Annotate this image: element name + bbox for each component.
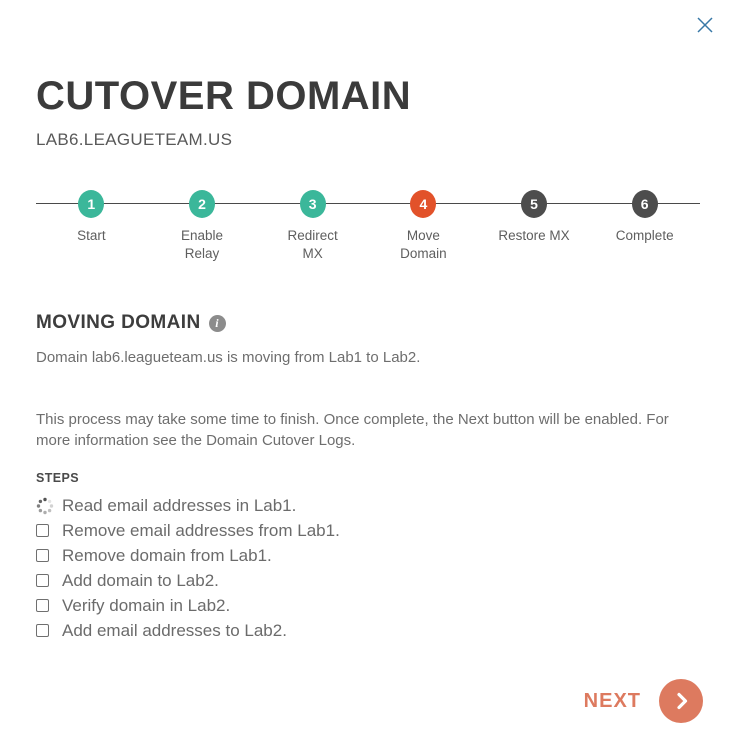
step-label: Redirect MX	[287, 228, 338, 261]
section-heading-text: MOVING DOMAIN	[36, 312, 201, 333]
task-text: Remove email addresses from Lab1.	[62, 520, 340, 540]
step-label: Start	[77, 228, 106, 243]
task-text: Add domain to Lab2.	[62, 570, 219, 590]
checkbox-icon	[36, 524, 49, 537]
section-heading	[36, 312, 700, 334]
task-text: Add email addresses to Lab2.	[62, 620, 287, 640]
stepper-step-move-domain	[368, 190, 479, 263]
step-circle: 5	[521, 190, 547, 218]
step-circle: 6	[632, 190, 658, 218]
steps-label: STEPS	[36, 471, 79, 485]
checkbox-icon	[36, 624, 49, 637]
stepper-step-restore-mx	[479, 190, 590, 263]
spinner-icon	[36, 497, 54, 515]
stepper-step-start	[36, 190, 147, 263]
stepper-step-complete	[589, 190, 700, 263]
moving-domain-description: Domain lab6.leagueteam.us is moving from Lab1 to Lab2.	[36, 349, 421, 366]
close-button[interactable]	[692, 12, 718, 38]
task-row-remove-domain	[36, 543, 700, 568]
next-button[interactable]	[659, 679, 703, 723]
process-note: This process may take some time to finish. Once complete, the Next button will be enabled. For more information see the Domain Cutover Logs.	[36, 411, 669, 449]
task-row-remove-email-addresses	[36, 518, 700, 543]
step-circle: 2	[189, 190, 215, 218]
checkbox-icon	[36, 599, 49, 612]
checkbox-icon	[36, 574, 49, 587]
dialog-footer	[584, 679, 703, 723]
stepper-step-redirect-mx	[257, 190, 368, 263]
step-circle-active: 4	[410, 190, 436, 218]
step-label: Restore MX	[498, 228, 570, 243]
step-label: Enable Relay	[180, 228, 224, 261]
info-icon[interactable]: i	[209, 315, 226, 332]
stepper-step-enable-relay	[147, 190, 258, 263]
chevron-right-icon	[669, 689, 693, 713]
task-row-add-domain	[36, 568, 700, 593]
task-text: Remove domain from Lab1.	[62, 545, 272, 565]
step-label: Complete	[615, 228, 674, 243]
task-row-read-email-addresses	[36, 493, 700, 518]
step-circle: 3	[300, 190, 326, 218]
task-row-add-email-addresses	[36, 618, 700, 643]
task-row-verify-domain	[36, 593, 700, 618]
task-text: Verify domain in Lab2.	[62, 595, 231, 615]
progress-stepper	[36, 190, 700, 263]
next-button-label[interactable]: NEXT	[583, 689, 641, 712]
task-list	[36, 493, 700, 643]
dialog-title: CUTOVER DOMAIN	[36, 74, 412, 118]
checkbox-icon	[36, 549, 49, 562]
step-circle: 1	[78, 190, 104, 218]
close-icon	[695, 15, 715, 35]
task-text: Read email addresses in Lab1.	[62, 495, 297, 515]
step-label: Move Domain	[400, 228, 447, 261]
dialog-subtitle: LAB6.LEAGUETEAM.US	[36, 130, 233, 149]
